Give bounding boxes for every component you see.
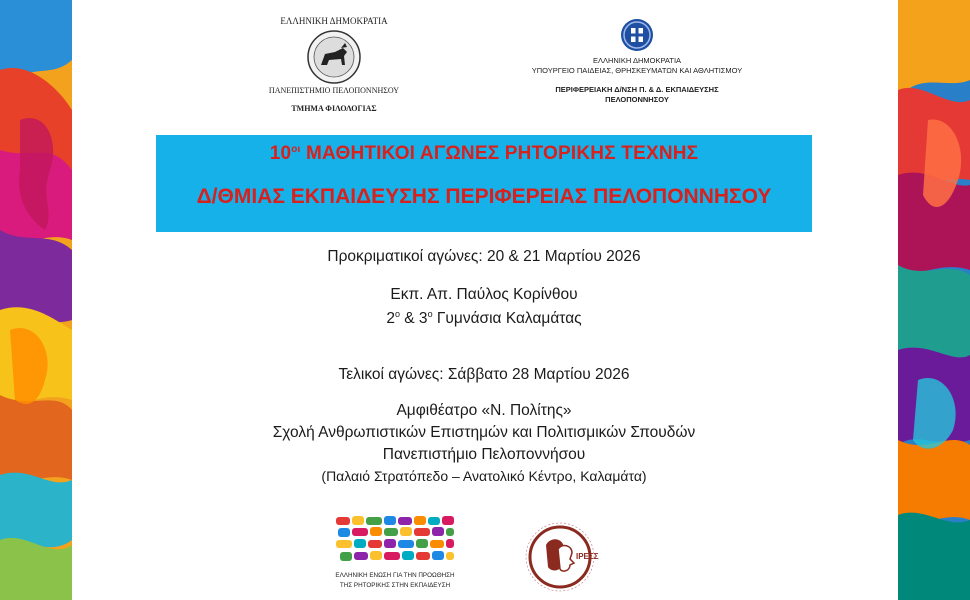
finals-date: Τελικοί αγώνες: Σάββατο 28 Μαρτίου 2026 [338, 366, 630, 383]
iresse-logo-text: IPEΣΣ [576, 552, 599, 561]
poster-page [72, 0, 898, 600]
finals-venue-3: Πανεπιστήμιο Πελοποννήσου [382, 446, 586, 463]
department-name: ΤΜΗΜΑ ΦΙΛΟΛΟΓΙΑΣ [291, 104, 377, 113]
directorate-line-1: ΠΕΡΙΦΕΡΕΙΑΚΗ Δ/ΝΣΗ Π. & Δ. ΕΚΠΑΙΔΕΥΣΗΣ [555, 85, 719, 94]
university-country: ΕΛΛΗΝΙΚΗ ΔΗΜΟΚΡΑΤΙΑ [280, 16, 388, 26]
ordinal-suffix: ο [427, 309, 433, 319]
ministry-name: ΥΠΟΥΡΓΕΙΟ ΠΑΙΔΕΙΑΣ, ΘΡΗΣΚΕΥΜΑΤΩΝ ΚΑΙ ΑΘΛΗΤΙΣΜΟΥ [531, 66, 743, 75]
university-header [254, 16, 414, 113]
school-number-3: & 3 [399, 310, 428, 327]
ministry-header [502, 18, 772, 105]
greek-emblem-icon [620, 18, 654, 52]
title-banner [156, 135, 812, 232]
university-seal-icon [307, 30, 361, 84]
banner-title-text: ΜΑΘΗΤΙΚΟΙ ΑΓΩΝΕΣ ΡΗΤΟΡΙΚΗΣ ΤΕΧΝΗΣ [300, 143, 699, 164]
right-decorative-art [898, 0, 970, 600]
finals-venue-2: Σχολή Ανθρωπιστικών Επιστημών και Πολιτισμικών Σπουδών [272, 424, 696, 441]
prelims-venue-2 [156, 309, 812, 328]
banner-title-line-2: Δ/ΘΜΙΑΣ ΕΚΠΑΙΔΕΥΣΗΣ ΠΕΡΙΦΕΡΕΙΑΣ ΠΕΛΟΠΟΝΝΗΣΟΥ [196, 185, 772, 208]
prelims-date: Προκριματικοί αγώνες: 20 & 21 Μαρτίου 2026 [327, 248, 641, 265]
iresse-logo [522, 515, 602, 595]
university-name: ΠΑΝΕΠΙΣΤΗΜΙΟ ΠΕΛΟΠΟΝΝΗΣΟΥ [268, 86, 400, 95]
ordinal-suffix: ο [394, 309, 400, 319]
rhetoric-caption-2: ΤΗΣ ΡΗΤΟΡΙΚΗΣ ΣΤΗΝ ΕΚΠΑΙΔΕΥΣΗ [339, 582, 451, 589]
rhetoric-association-logo [334, 515, 456, 590]
finals-venue-1: Αμφιθέατρο «Ν. Πολίτης» [396, 402, 572, 419]
schools-name: Γυμνάσια Καλαμάτας [432, 310, 582, 327]
ministry-country: ΕΛΛΗΝΙΚΗ ΔΗΜΟΚΡΑΤΙΑ [592, 56, 682, 65]
edition-ordinal: οι [291, 144, 301, 155]
edition-number: 10 [269, 143, 292, 164]
school-number-2: 2 [386, 310, 395, 327]
finals-venue-4: (Παλαιό Στρατόπεδο – Ανατολικό Κέντρο, Καλαμάτα) [321, 468, 647, 484]
directorate-line-2: ΠΕΛΟΠΟΝΝΗΣΟΥ [605, 95, 669, 104]
left-decorative-art [0, 0, 72, 600]
rhetoric-caption-1: ΕΛΛΗΝΙΚΗ ΕΝΩΣΗ ΓΙΑ ΤΗΝ ΠΡΟΩΘΗΣΗ [335, 572, 455, 579]
speech-bubbles-mosaic-icon [334, 515, 456, 565]
banner-title-line-1 [156, 143, 812, 165]
prelims-venue-1: Εκπ. Απ. Παύλος Κορίνθου [390, 286, 578, 303]
